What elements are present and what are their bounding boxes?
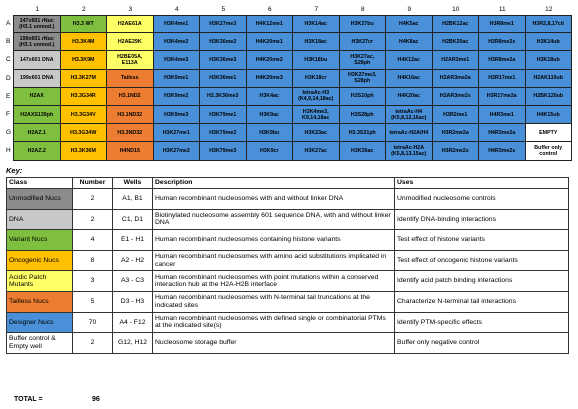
plate-well: 199x601 rNuc (H3.1 unmod.) [14,33,61,51]
plate-well: H3K4me1 [154,15,201,33]
key-title: Key: [6,166,23,175]
plate-map [6,5,572,161]
plate-well: H4K5ac [386,15,433,33]
key-row [7,189,569,210]
plate-row [6,124,572,142]
plate-well: H3K14ub [526,33,573,51]
key-header-description: Description [153,178,395,189]
plate-well: H3.3K4M [61,33,108,51]
plate-well: H3.3 WT [61,15,108,33]
plate-row-letter: H [6,147,11,155]
key-wells-cell: A1, B1 [113,189,153,210]
plate-rows [6,15,572,161]
plate-well: 199x601 DNA [14,70,61,88]
plate-well: H3R8me2s [479,33,526,51]
key-wells-cell: A4 - F12 [113,312,153,333]
plate-well: H2AR3me1 [433,51,480,69]
plate-well: H2AK119ub [526,70,573,88]
key-wells-cell: A3 - C3 [113,271,153,292]
plate-row [6,88,572,106]
plate-well: H2AX [14,88,61,106]
plate-well: H3K9ac [247,106,294,124]
key-uses-cell: Characterize N-terminal tail interactions [395,291,569,312]
plate-well: H3K18bu [293,51,340,69]
key-number-cell: 8 [73,250,113,271]
plate-well: H3S10ph [340,88,387,106]
plate-well: H4R3me2a [479,124,526,142]
key-description-cell: Human recombinant nucleosomes with defined single or combinatorial PTMs at the indicated site(s) [153,312,395,333]
key-row [7,333,569,354]
plate-well: H2BK12ac [433,15,480,33]
plate-well: H3K27bu [340,15,387,33]
plate-well: H3K36ac [340,142,387,160]
plate-well: H4R3me1 [479,106,526,124]
key-wells-cell: A2 - H2 [113,250,153,271]
plate-well: H3K4me3 [154,51,201,69]
key-number-cell: 70 [73,312,113,333]
key-number-cell: 3 [73,271,113,292]
total-label: TOTAL = [14,396,43,403]
plate-column-number: 12 [545,6,553,13]
plate-row-letter: F [6,110,10,118]
plate-well: H3K4me2 [154,33,201,51]
plate-well: H3R8me2a [479,51,526,69]
key-row [7,209,569,230]
plate-well: tetraAc-H2A/H4 [386,124,433,142]
key-number-cell: 4 [73,230,113,251]
plate-well: H3K18cr [293,70,340,88]
key-description-cell: Human recombinant nucleosomes with amino acid substitutions implicated in cancer [153,250,395,271]
plate-well: H2AE29K [107,33,154,51]
key-number-cell: 2 [73,333,113,354]
plate-well: H3K9cr [247,142,294,160]
plate-well: H4K20me2 [247,51,294,69]
key-class-cell: Designer Nucs [7,312,73,333]
plate-well: H4K8ac [386,33,433,51]
plate-well: H3.3G34R [61,88,108,106]
plate-well: H4ND15 [107,142,154,160]
plate-column-number: 3 [128,6,133,13]
plate-well: H3.3K27M [61,70,108,88]
plate-row-letter: C [6,56,11,64]
plate-well: H3K36me2 [200,33,247,51]
key-class-cell: Acidic Patch Mutants [7,271,73,292]
plate-well: H3.3K9M [61,51,108,69]
plate-well: H3K9me3 [154,106,201,124]
plate-well: H4K20me3 [247,70,294,88]
plate-column-number: 9 [407,6,412,13]
plate-row [6,15,572,33]
plate-row [6,106,572,124]
plate-well: H3K79me3 [200,142,247,160]
plate-well: H3R2me2a [433,124,480,142]
key-uses-cell: Test effect of oncogenic histone variants [395,250,569,271]
plate-column-number: 11 [498,6,506,13]
key-header-class: Class [7,178,73,189]
key-description-cell: Human recombinant nucleosomes containing histone variants [153,230,395,251]
plate-well: H3R17me2a [479,88,526,106]
plate-well: H3K9me2 [154,88,201,106]
plate-row-letter: D [6,74,11,82]
key-uses-cell: Buffer only negative control [395,333,569,354]
plate-well: H4K12ac [386,51,433,69]
plate-column-number: 8 [360,6,365,13]
key-table [6,177,569,354]
plate-well: H3.3ND32 [107,124,154,142]
plate-well: H2BK20ac [433,33,480,51]
plate-well: H4K12me1 [247,15,294,33]
plate-well: H3K27me3, S28ph [340,70,387,88]
plate-well: tetraAc-H3 (K4,9,14,18ac) [293,88,340,106]
plate-well: H2AZ.2 [14,142,61,160]
plate-well: H4K20ac [386,88,433,106]
plate-well: H4R3me2s [479,142,526,160]
plate-column-number: 6 [267,6,272,13]
key-uses-cell: Unmodified nucleosome controls [395,189,569,210]
plate-row [6,51,572,69]
plate-well: H3S28ph [340,106,387,124]
plate-well: 147x601 rNuc (H3.1 unmod.) [14,15,61,33]
key-wells-cell: E1 - H1 [113,230,153,251]
plate-well: H2AE61A [107,15,154,33]
key-uses-cell: Identify acid patch binding interactions [395,271,569,292]
plate-row-letter: B [6,38,11,46]
key-uses-cell: Test effect of histone variants [395,230,569,251]
plate-well: H3.3S31ph [340,124,387,142]
key-class-cell: DNA [7,209,73,230]
plate-well: tetraAc-H4 (K5,8,12,16ac) [386,106,433,124]
key-wells-cell: D3 - H3 [113,291,153,312]
plate-column-number: 2 [81,6,86,13]
plate-well: H2AR3me2s [433,88,480,106]
plate-well: H4K16ac [386,70,433,88]
plate-well: H2BE05A, E113A [107,51,154,69]
plate-well: H3K27me2 [154,142,201,160]
key-description-cell: Human recombinant nucleosomes with and without linker DNA [153,189,395,210]
plate-row [6,142,572,160]
total-value: 96 [92,396,100,403]
key-description-cell: Biotinylated nucleosome assembly 601 sequence DNA, with and without linker DNA [153,209,395,230]
plate-well: H3K27me1 [154,124,201,142]
key-description-cell: Human recombinant nucleosomes with point mutations within a conserved interaction hub at the H2A-H2B interface [153,271,395,292]
plate-well: H3R2me2s [433,142,480,160]
key-number-cell: 5 [73,291,113,312]
plate-column-number: 7 [314,6,319,13]
total-line [14,396,100,403]
plate-column-header [14,5,572,15]
plate-well: H3K36me1 [200,70,247,88]
key-class-cell: Oncogenic Nucs [7,250,73,271]
plate-well: H3K27ac [293,142,340,160]
plate-well: H3.3G34V [61,106,108,124]
plate-well: H4K20me1 [247,33,294,51]
plate-well: H3K79me2 [200,124,247,142]
plate-well: EMPTY [526,124,573,142]
plate-well: H2AZ.1 [14,124,61,142]
plate-well: H3K27me3 [200,15,247,33]
key-class-cell: Variant Nucs [7,230,73,251]
key-row [7,271,569,292]
key-wells-cell: G12, H12 [113,333,153,354]
plate-well: H3.3K36me3 [200,88,247,106]
plate-well: H2AR3me2a [433,70,480,88]
plate-well: H3K36me3 [200,51,247,69]
plate-well: H3K23ac [293,124,340,142]
plate-row-letter: A [6,20,11,27]
plate-well: H3.1ND32 [107,106,154,124]
plate-row-letter: E [6,92,11,100]
key-number-cell: 2 [73,189,113,210]
plate-well: H3.3K36M [61,142,108,160]
key-row [7,312,569,333]
plate-well: H3K4me3, K9,14,18ac [293,106,340,124]
key-class-cell: Unmodified Nucs [7,189,73,210]
plate-column-number: 10 [452,6,460,13]
key-uses-cell: Identify DNA-binding interactions [395,209,569,230]
plate-well: Buffer only control [526,142,573,160]
plate-well: H3K14ac [293,15,340,33]
plate-well: H3K4ac [247,88,294,106]
key-header-wells: Wells [113,178,153,189]
plate-well: H3.3G34W [61,124,108,142]
key-header-row [7,178,569,189]
key-description-cell: Nucleosome storage buffer [153,333,395,354]
plate-well: H3R8me1 [479,15,526,33]
plate-column-number: 4 [174,6,179,13]
plate-well: H3K9me1 [154,70,201,88]
plate-well: H3K27ac, S28ph [340,51,387,69]
plate-column-number: 5 [221,6,226,13]
key-row [7,291,569,312]
plate-row-letter: G [6,129,12,137]
key-class-cell: Buffer control & Empty well [7,333,73,354]
plate-well: H3K9bu [247,124,294,142]
key-class-cell: Tailless Nucs [7,291,73,312]
plate-well: H4K15ub [526,106,573,124]
plate-well: tetraAc-H2A (K5,8,13,15ac) [386,142,433,160]
plate-well: H3K18ac [293,33,340,51]
plate-well: Tailess [107,70,154,88]
plate-well: H3K79me1 [200,106,247,124]
plate-well: H3R17me1 [479,70,526,88]
key-header-number: Number [73,178,113,189]
plate-well: H2BK120ub [526,88,573,106]
plate-column-number: 1 [35,6,40,13]
plate-row [6,70,572,88]
plate-well: H2AXS139ph [14,106,61,124]
key-header-uses: Uses [395,178,569,189]
plate-well: 147x601 DNA [14,51,61,69]
key-row [7,230,569,251]
plate-well: H3R2,8,17cit [526,15,573,33]
key-wells-cell: C1, D1 [113,209,153,230]
key-uses-cell: Identify PTM-specific effects [395,312,569,333]
plate-well: H3K27cr [340,33,387,51]
plate-well: H3.1ND2 [107,88,154,106]
key-description-cell: Human recombinant nucleosomes with N-terminal tail truncations at the indicated sites [153,291,395,312]
key-row [7,250,569,271]
plate-well: H3R2me1 [433,106,480,124]
key-number-cell: 2 [73,209,113,230]
plate-row [6,33,572,51]
plate-well: H3K18ub [526,51,573,69]
